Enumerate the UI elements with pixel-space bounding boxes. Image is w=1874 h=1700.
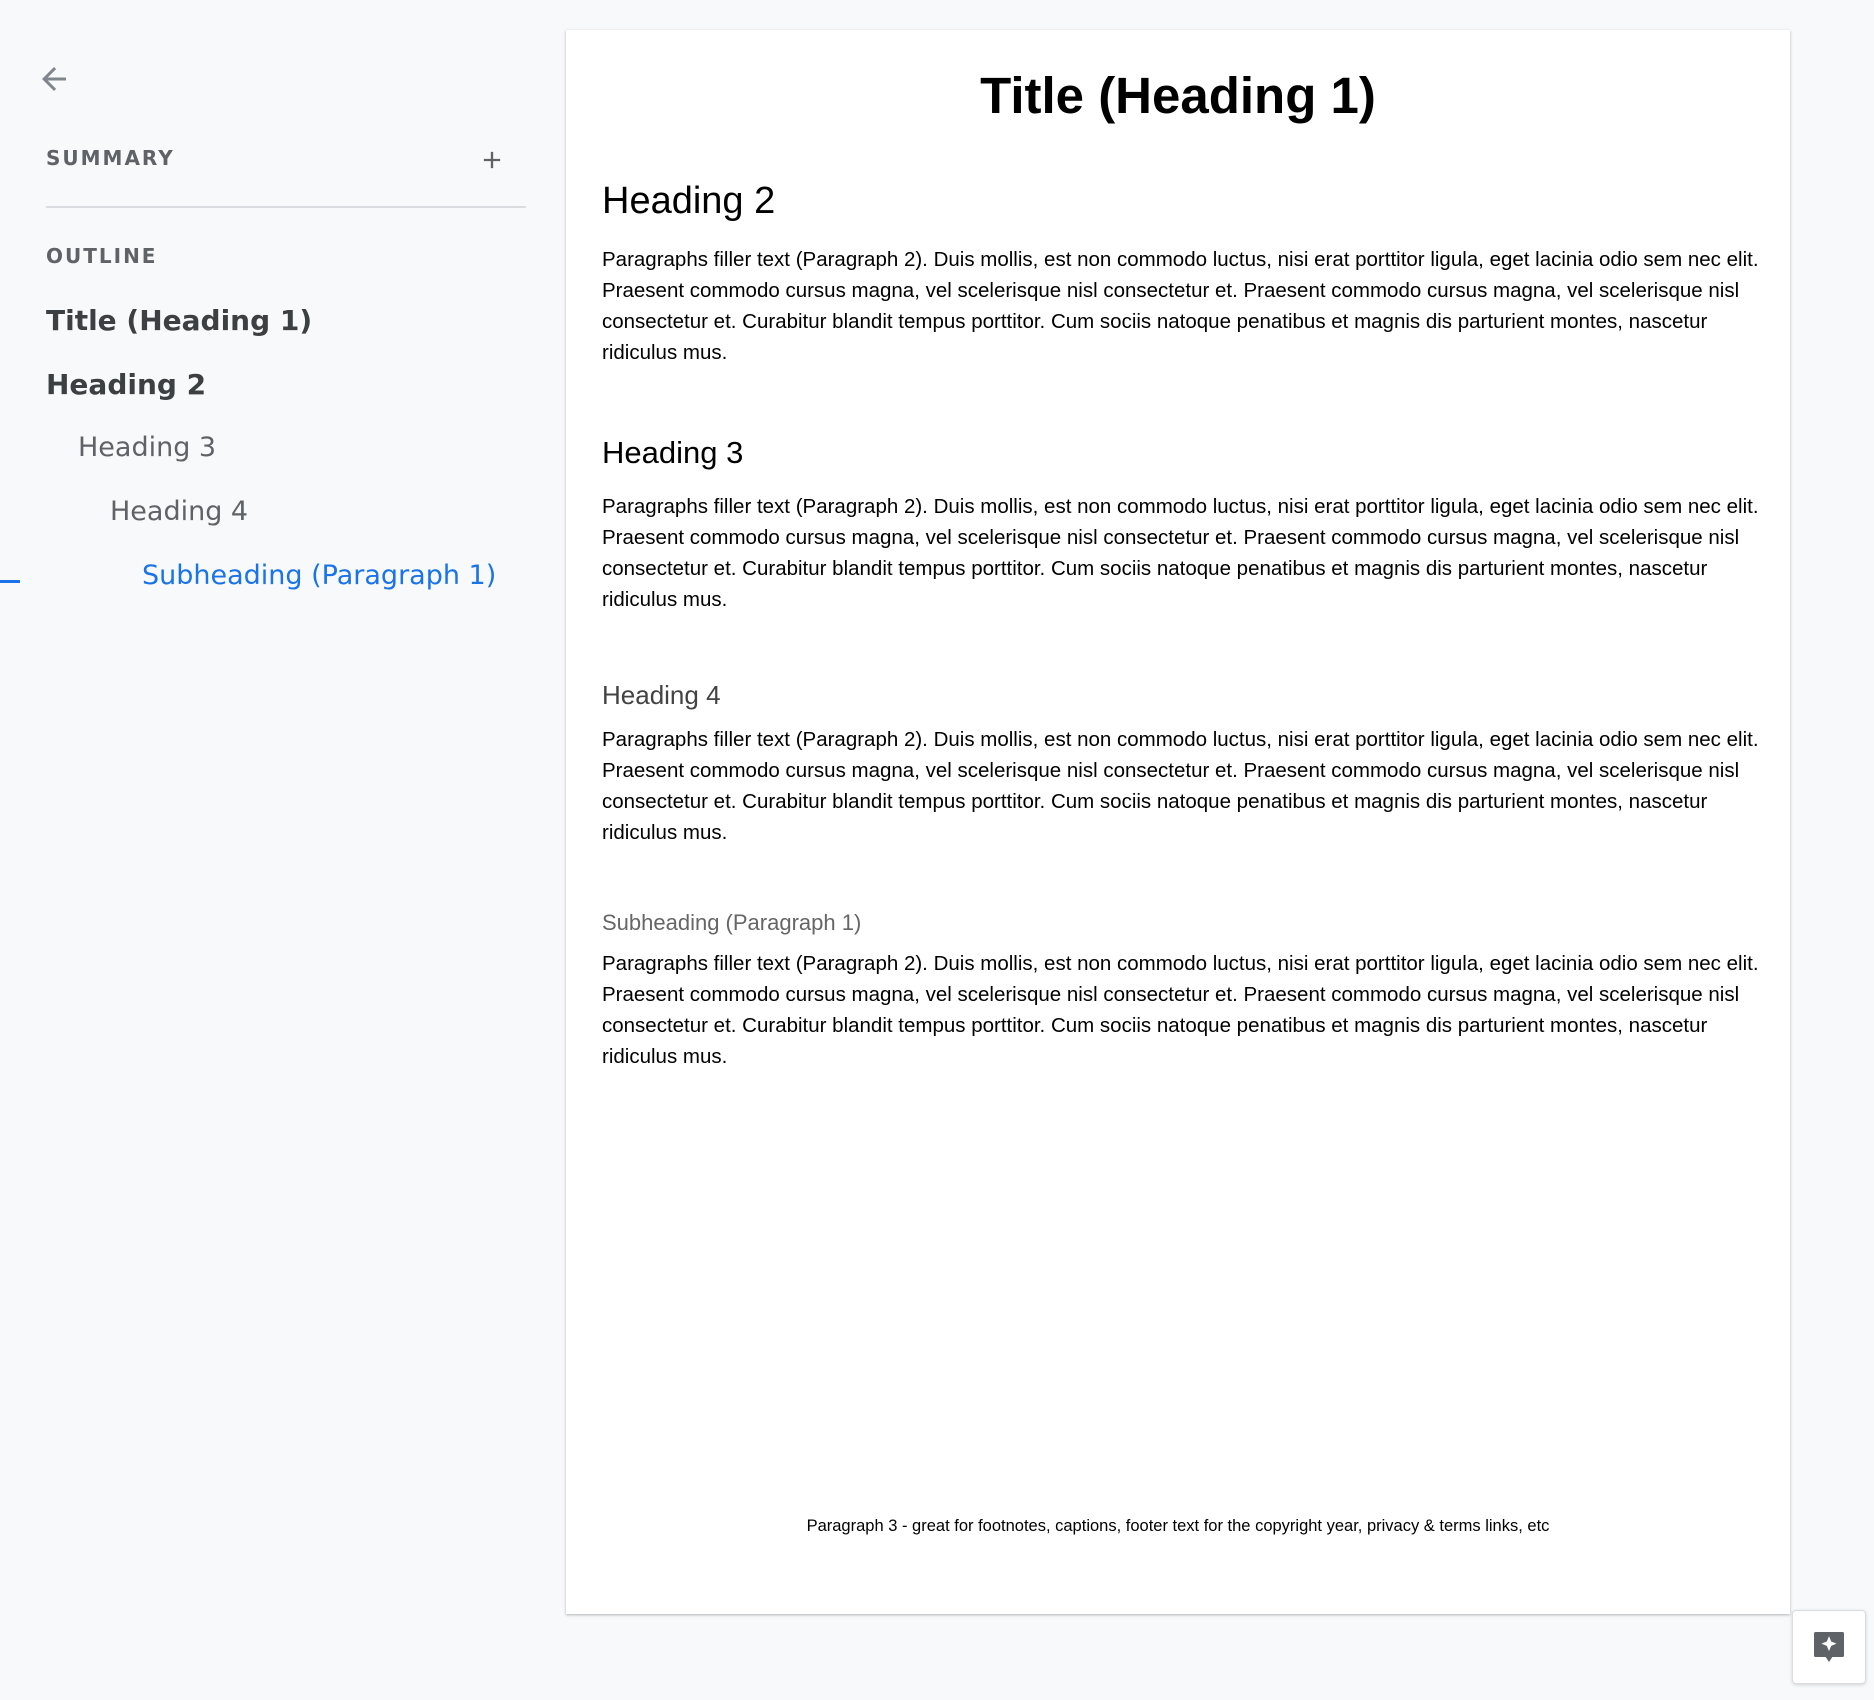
document-footer-text: Paragraph 3 - great for footnotes, captions, footer text for the copyright year, privacy & terms links, etc bbox=[806, 1517, 1550, 1535]
document-paragraph: Paragraphs filler text (Paragraph 2). Duis mollis, est non commodo luctus, nisi erat porttitor ligula, eget lacinia odio sem nec elit. Praesent commodo cursus magna, vel scelerisque nisl consectetur et. Praesent commodo cursus magna, vel scelerisque nisl consectetur et. Curabitur blandit tempus porttitor. Cum sociis natoque penatibus et magnis dis parturient montes, nascetur ridiculus mus. bbox=[602, 728, 1759, 844]
plus-icon bbox=[478, 146, 506, 174]
document-paragraph: Paragraphs filler text (Paragraph 2). Duis mollis, est non commodo luctus, nisi erat porttitor ligula, eget lacinia odio sem nec elit. Praesent commodo cursus magna, vel scelerisque nisl consectetur et. Praesent commodo cursus magna, vel scelerisque nisl consectetur et. Curabitur blandit tempus porttitor. Cum sociis natoque penatibus et magnis dis parturient montes, nascetur ridiculus mus. bbox=[602, 952, 1759, 1068]
summary-divider bbox=[46, 206, 526, 208]
document-title: Title (Heading 1) bbox=[980, 67, 1376, 124]
active-outline-indicator bbox=[0, 580, 20, 583]
document-outline-sidebar bbox=[0, 0, 560, 1700]
outline-item-title[interactable]: Title (Heading 1) bbox=[46, 304, 313, 337]
explore-button[interactable] bbox=[1792, 1610, 1866, 1684]
document-subheading: Subheading (Paragraph 1) bbox=[602, 910, 862, 935]
arrow-left-icon bbox=[36, 61, 72, 97]
document-paragraph: Paragraphs filler text (Paragraph 2). Duis mollis, est non commodo luctus, nisi erat porttitor ligula, eget lacinia odio sem nec elit. Praesent commodo cursus magna, vel scelerisque nisl consectetur et. Praesent commodo cursus magna, vel scelerisque nisl consectetur et. Curabitur blandit tempus porttitor. Cum sociis natoque penatibus et magnis dis parturient montes, nascetur ridiculus mus. bbox=[602, 248, 1759, 364]
outline-item-subheading[interactable]: Subheading (Paragraph 1) bbox=[142, 560, 497, 591]
summary-label: SUMMARY bbox=[46, 146, 175, 170]
document-heading-4: Heading 4 bbox=[602, 680, 721, 710]
document-paragraph: Paragraphs filler text (Paragraph 2). Duis mollis, est non commodo luctus, nisi erat porttitor ligula, eget lacinia odio sem nec elit. Praesent commodo cursus magna, vel scelerisque nisl consectetur et. Praesent commodo cursus magna, vel scelerisque nisl consectetur et. Curabitur blandit tempus porttitor. Cum sociis natoque penatibus et magnis dis parturient montes, nascetur ridiculus mus. bbox=[602, 495, 1759, 611]
explore-sparkle-icon bbox=[1809, 1627, 1849, 1667]
document-heading-3: Heading 3 bbox=[602, 435, 744, 470]
document-heading-2: Heading 2 bbox=[602, 180, 776, 222]
add-summary-button[interactable] bbox=[472, 140, 512, 180]
outline-item-heading-4[interactable]: Heading 4 bbox=[110, 496, 249, 527]
outline-item-heading-3[interactable]: Heading 3 bbox=[78, 432, 217, 463]
outline-item-heading-2[interactable]: Heading 2 bbox=[46, 368, 207, 401]
back-button[interactable] bbox=[30, 55, 78, 103]
outline-label: OUTLINE bbox=[46, 244, 158, 268]
document-page[interactable] bbox=[566, 30, 1790, 1614]
